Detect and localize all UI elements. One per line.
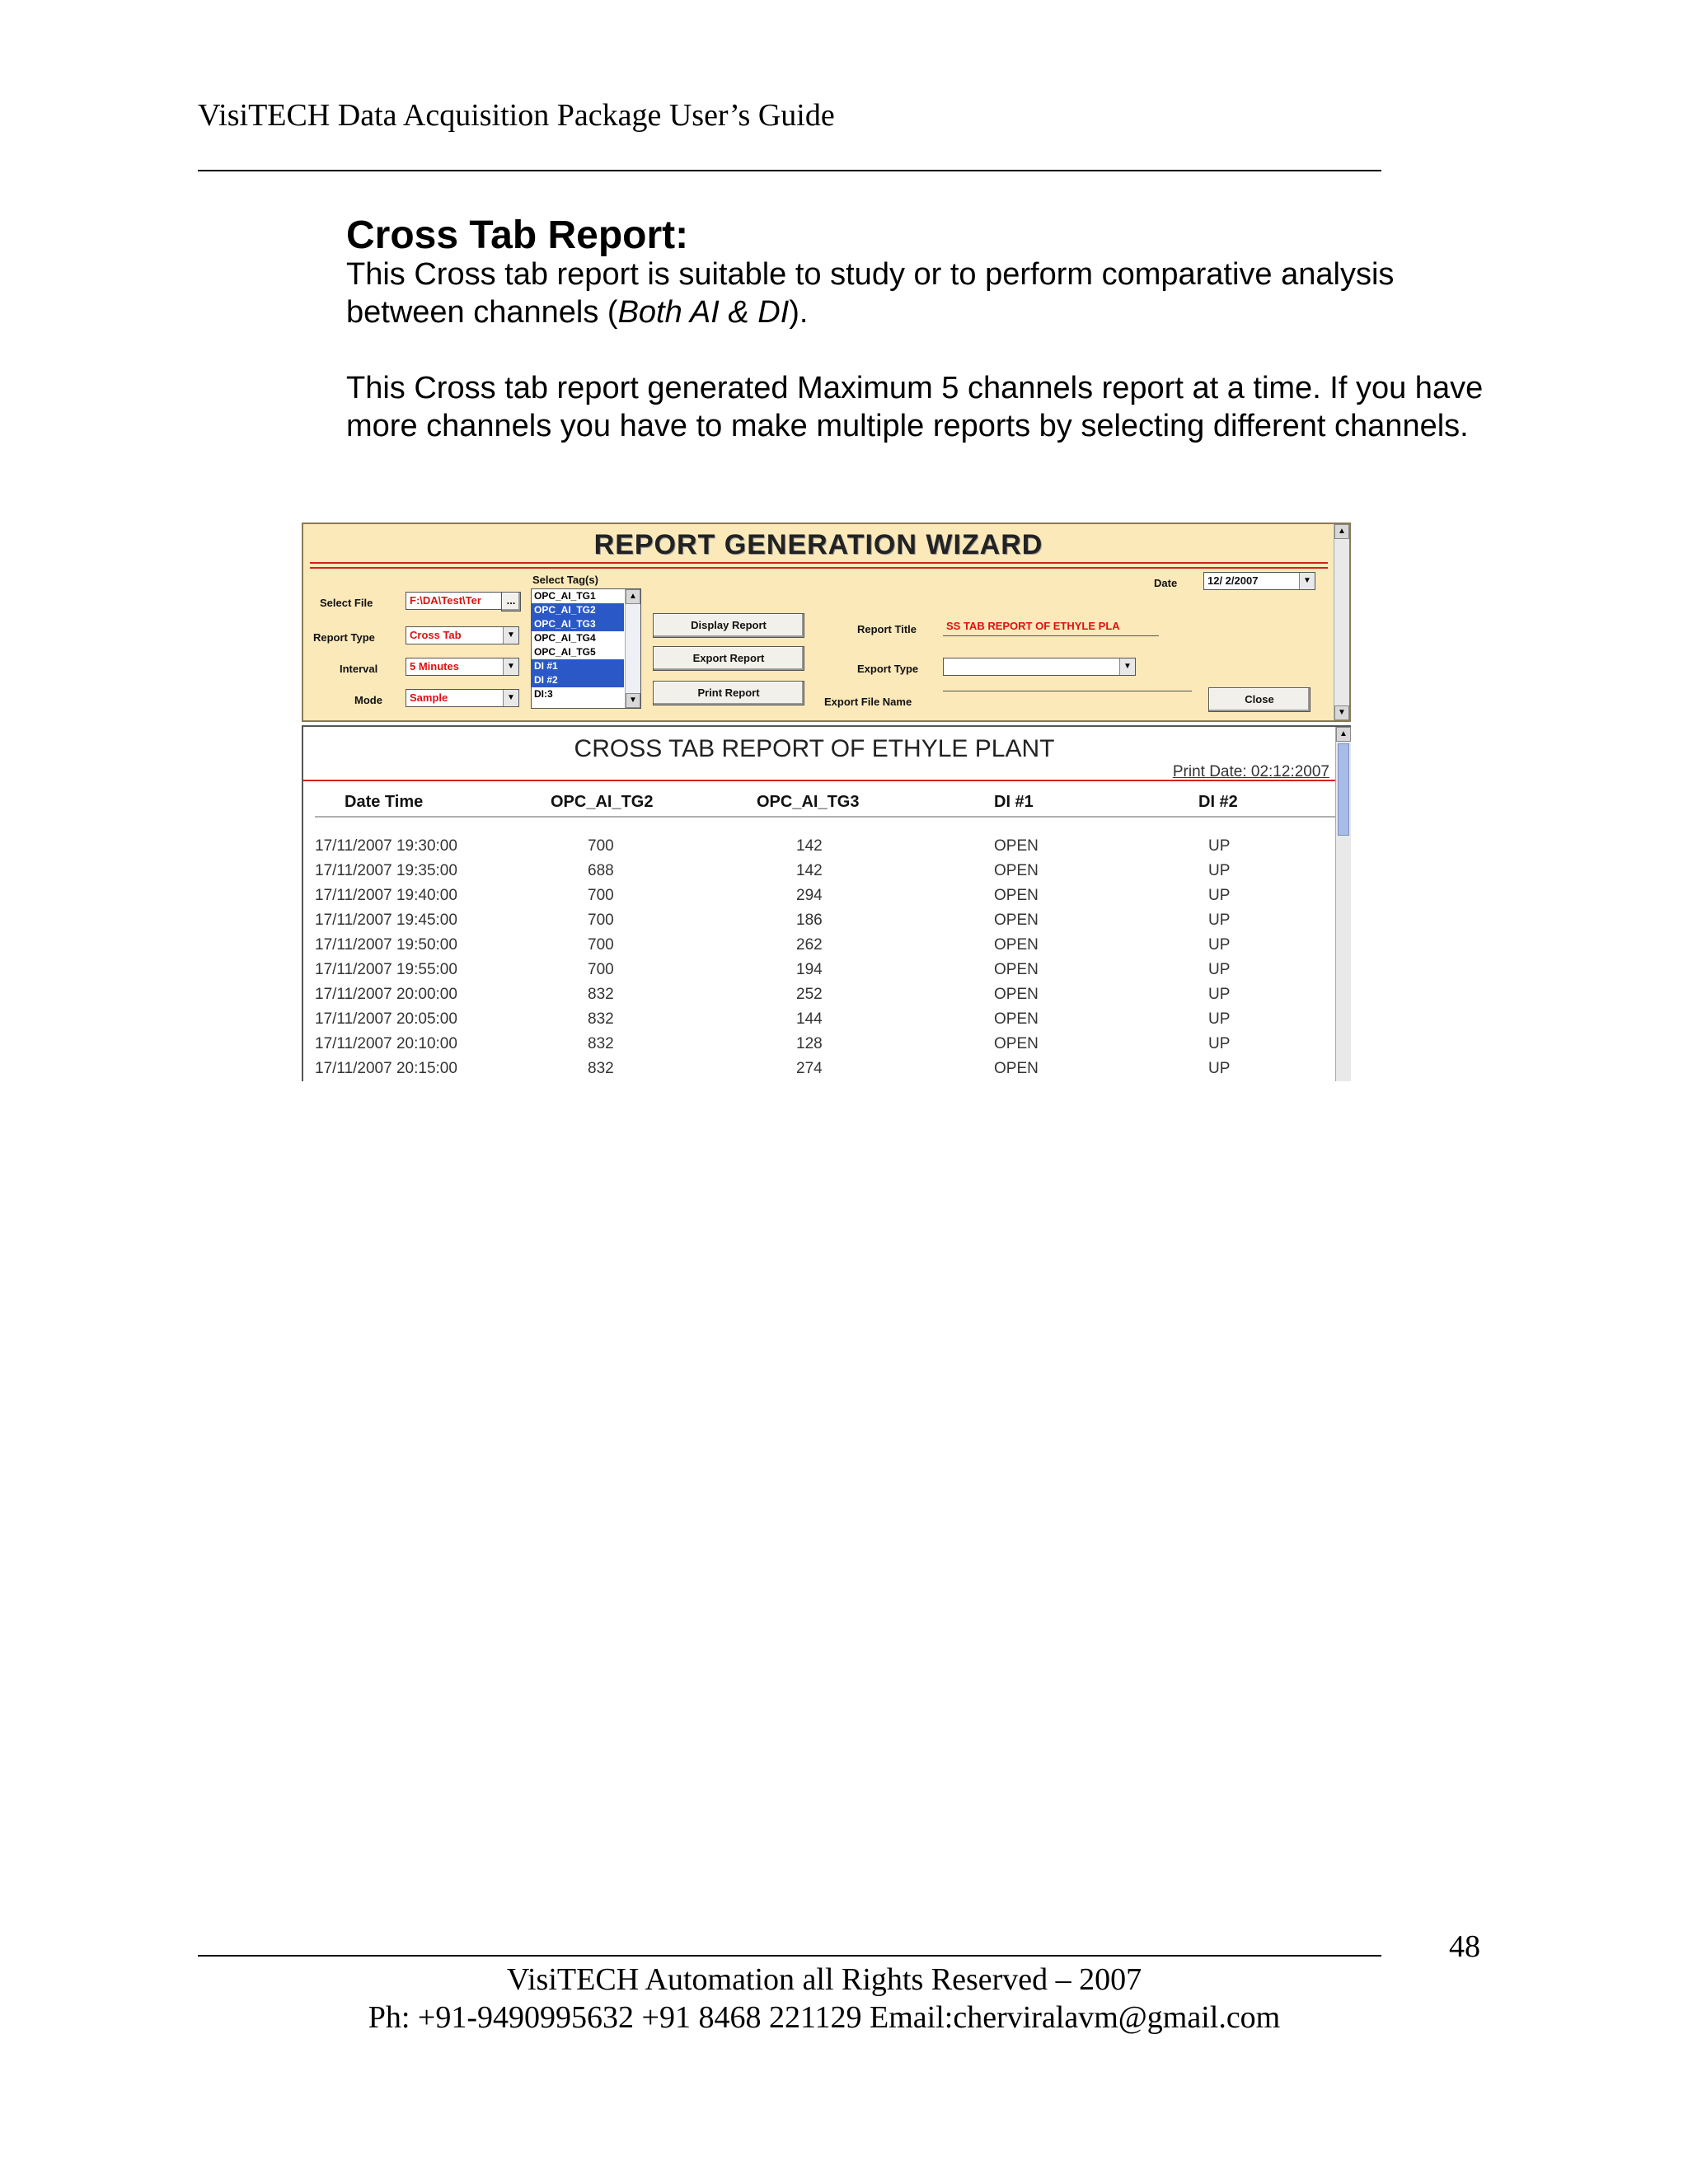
- export-file-label: Export File Name: [824, 696, 912, 708]
- table-cell: 144: [796, 1010, 823, 1028]
- tag-list-item[interactable]: OPC_AI_TG5: [534, 646, 596, 658]
- select-file-field[interactable]: F:\DA\Test\Ter: [406, 592, 503, 610]
- select-tags-label: Select Tag(s): [532, 574, 598, 586]
- tag-list-item[interactable]: OPC_AI_TG3: [532, 617, 624, 631]
- table-cell: 186: [796, 912, 823, 929]
- header-rule: [198, 170, 1381, 171]
- scroll-down-icon[interactable]: ▼: [626, 693, 640, 708]
- table-cell: 17/11/2007 20:15:00: [315, 1060, 457, 1077]
- column-header-opc-ai-tg3: OPC_AI_TG3: [757, 793, 860, 811]
- table-cell: 17/11/2007 19:55:00: [315, 961, 457, 978]
- report-generation-wizard: [302, 523, 1351, 722]
- report-type-select[interactable]: [406, 626, 519, 644]
- interval-select[interactable]: [406, 658, 519, 676]
- table-cell: 700: [588, 936, 614, 954]
- table-cell: UP: [1208, 1035, 1231, 1052]
- chevron-down-icon[interactable]: ▼: [1119, 658, 1135, 675]
- table-cell: 832: [588, 986, 614, 1003]
- wizard-title: REPORT GENERATION WIZARD: [593, 529, 1043, 560]
- date-value: 12/ 2/2007: [1207, 574, 1259, 587]
- table-cell: OPEN: [994, 1035, 1039, 1052]
- table-cell: 17/11/2007 19:30:00: [315, 837, 457, 855]
- report-header-rule: [303, 780, 1336, 781]
- tag-list-item[interactable]: DI #1: [532, 659, 624, 673]
- table-cell: 700: [588, 887, 614, 904]
- table-cell: 17/11/2007 20:10:00: [315, 1035, 457, 1052]
- tag-list-item[interactable]: DI:3: [534, 688, 553, 700]
- report-type-value: Cross Tab: [410, 629, 462, 641]
- paragraph-1-emphasis: Both AI & DI: [617, 295, 790, 330]
- table-cell: 142: [796, 837, 823, 855]
- table-cell: 17/11/2007 19:35:00: [315, 862, 457, 879]
- scroll-down-icon[interactable]: ▼: [1334, 705, 1349, 720]
- wizard-title-rule-bottom: [310, 567, 1328, 569]
- section-title: Cross Tab Report:: [346, 213, 689, 257]
- select-file-label: Select File: [320, 597, 373, 609]
- print-date: Print Date: 02:12:2007: [1172, 763, 1329, 780]
- tag-listbox[interactable]: [531, 588, 641, 709]
- table-cell: OPEN: [994, 862, 1039, 879]
- export-file-input[interactable]: [943, 691, 1192, 709]
- tag-list-item[interactable]: OPC_AI_TG4: [534, 632, 596, 644]
- tag-list-item[interactable]: OPC_AI_TG2: [532, 603, 624, 617]
- mode-select[interactable]: [406, 689, 519, 707]
- tag-list-item[interactable]: OPC_AI_TG1: [534, 590, 596, 602]
- paragraph-1: [346, 255, 1500, 331]
- footer-copyright: VisiTECH Automation all Rights Reserved – 2007: [506, 1962, 1142, 1997]
- table-cell: UP: [1208, 936, 1231, 954]
- chevron-down-icon[interactable]: ▼: [503, 690, 518, 706]
- tag-list-item[interactable]: DI #2: [532, 673, 624, 687]
- report-title-label: Report Title: [857, 623, 917, 635]
- scroll-thumb[interactable]: [1338, 743, 1349, 836]
- table-cell: UP: [1208, 837, 1231, 855]
- interval-label: Interval: [340, 663, 378, 675]
- table-cell: 274: [796, 1060, 823, 1077]
- date-picker[interactable]: [1203, 572, 1315, 590]
- table-cell: OPEN: [994, 1060, 1039, 1077]
- document-header: VisiTECH Data Acquisition Package User’s Guide: [198, 98, 835, 133]
- column-header-rule: [315, 816, 1337, 818]
- report-scrollbar[interactable]: [1335, 727, 1351, 1081]
- table-cell: 252: [796, 986, 823, 1003]
- paragraph-1-text-a: This Cross tab report is suitable to study or to perform comparative analysis between channels (: [346, 257, 1395, 330]
- mode-value: Sample: [410, 691, 448, 704]
- table-cell: 688: [588, 862, 614, 879]
- table-cell: 128: [796, 1035, 823, 1052]
- chevron-down-icon[interactable]: ▼: [503, 627, 518, 644]
- table-cell: OPEN: [994, 887, 1039, 904]
- table-cell: OPEN: [994, 912, 1039, 929]
- table-cell: OPEN: [994, 1010, 1039, 1028]
- chevron-down-icon[interactable]: ▼: [503, 658, 518, 675]
- paragraph-1-text-b: ).: [789, 295, 809, 330]
- export-report-button[interactable]: Export Report: [653, 646, 804, 671]
- scroll-up-icon[interactable]: ▲: [1334, 524, 1349, 539]
- browse-file-button[interactable]: ...: [501, 592, 521, 612]
- table-cell: 17/11/2007 19:40:00: [315, 887, 457, 904]
- table-cell: 294: [796, 887, 823, 904]
- interval-value: 5 Minutes: [410, 660, 459, 673]
- scroll-up-icon[interactable]: ▲: [626, 589, 640, 604]
- column-header-opc-ai-tg2: OPC_AI_TG2: [551, 793, 654, 811]
- table-cell: 17/11/2007 19:50:00: [315, 936, 457, 954]
- report-type-label: Report Type: [313, 631, 375, 644]
- table-cell: 832: [588, 1060, 614, 1077]
- display-report-button[interactable]: Display Report: [653, 613, 804, 638]
- date-label: Date: [1154, 577, 1178, 589]
- close-button[interactable]: Close: [1208, 687, 1311, 712]
- table-cell: 832: [588, 1010, 614, 1028]
- table-cell: 832: [588, 1035, 614, 1052]
- mode-label: Mode: [354, 694, 382, 706]
- report-title: CROSS TAB REPORT OF ETHYLE PLANT: [574, 735, 1055, 762]
- table-cell: UP: [1208, 986, 1231, 1003]
- column-header-datetime: Date Time: [345, 793, 424, 811]
- table-cell: UP: [1208, 862, 1231, 879]
- export-type-label: Export Type: [857, 663, 919, 675]
- table-cell: 700: [588, 837, 614, 855]
- paragraph-2: This Cross tab report generated Maximum 5 channels report at a time. If you have more channels you have to make multiple reports by selecting different channels.: [346, 371, 1484, 443]
- print-report-button[interactable]: Print Report: [653, 681, 804, 705]
- table-cell: 17/11/2007 19:45:00: [315, 912, 457, 929]
- report-viewer: [302, 725, 1351, 1081]
- footer-rule: [198, 1955, 1381, 1957]
- column-header-di-2: DI #2: [1198, 793, 1238, 811]
- table-cell: OPEN: [994, 961, 1039, 978]
- page-number: 48: [1449, 1929, 1480, 1964]
- table-cell: 17/11/2007 20:00:00: [315, 986, 457, 1003]
- table-cell: OPEN: [994, 837, 1039, 855]
- chevron-down-icon[interactable]: ▼: [1299, 573, 1315, 589]
- table-cell: 262: [796, 936, 823, 954]
- table-cell: 142: [796, 862, 823, 879]
- table-cell: UP: [1208, 887, 1231, 904]
- report-title-input[interactable]: SS TAB REPORT OF ETHYLE PLA: [943, 618, 1159, 636]
- table-cell: UP: [1208, 961, 1231, 978]
- table-cell: 17/11/2007 20:05:00: [315, 1010, 457, 1028]
- tag-list-scrollbar[interactable]: [625, 589, 640, 708]
- footer-contact: Ph: +91-9490995632 +91 8468 221129 Email:cherviralavm@gmail.com: [368, 2000, 1281, 2035]
- table-cell: 700: [588, 912, 614, 929]
- table-cell: UP: [1208, 1060, 1231, 1077]
- table-cell: OPEN: [994, 936, 1039, 954]
- scroll-up-icon[interactable]: ▲: [1336, 727, 1351, 742]
- table-cell: UP: [1208, 1010, 1231, 1028]
- table-cell: UP: [1208, 912, 1231, 929]
- column-header-di-1: DI #1: [994, 793, 1034, 811]
- table-cell: 194: [796, 961, 823, 978]
- wizard-scrollbar[interactable]: [1334, 524, 1349, 720]
- export-type-select[interactable]: [943, 658, 1136, 676]
- table-cell: OPEN: [994, 986, 1039, 1003]
- wizard-title-rule-top: [310, 562, 1328, 564]
- table-cell: 700: [588, 961, 614, 978]
